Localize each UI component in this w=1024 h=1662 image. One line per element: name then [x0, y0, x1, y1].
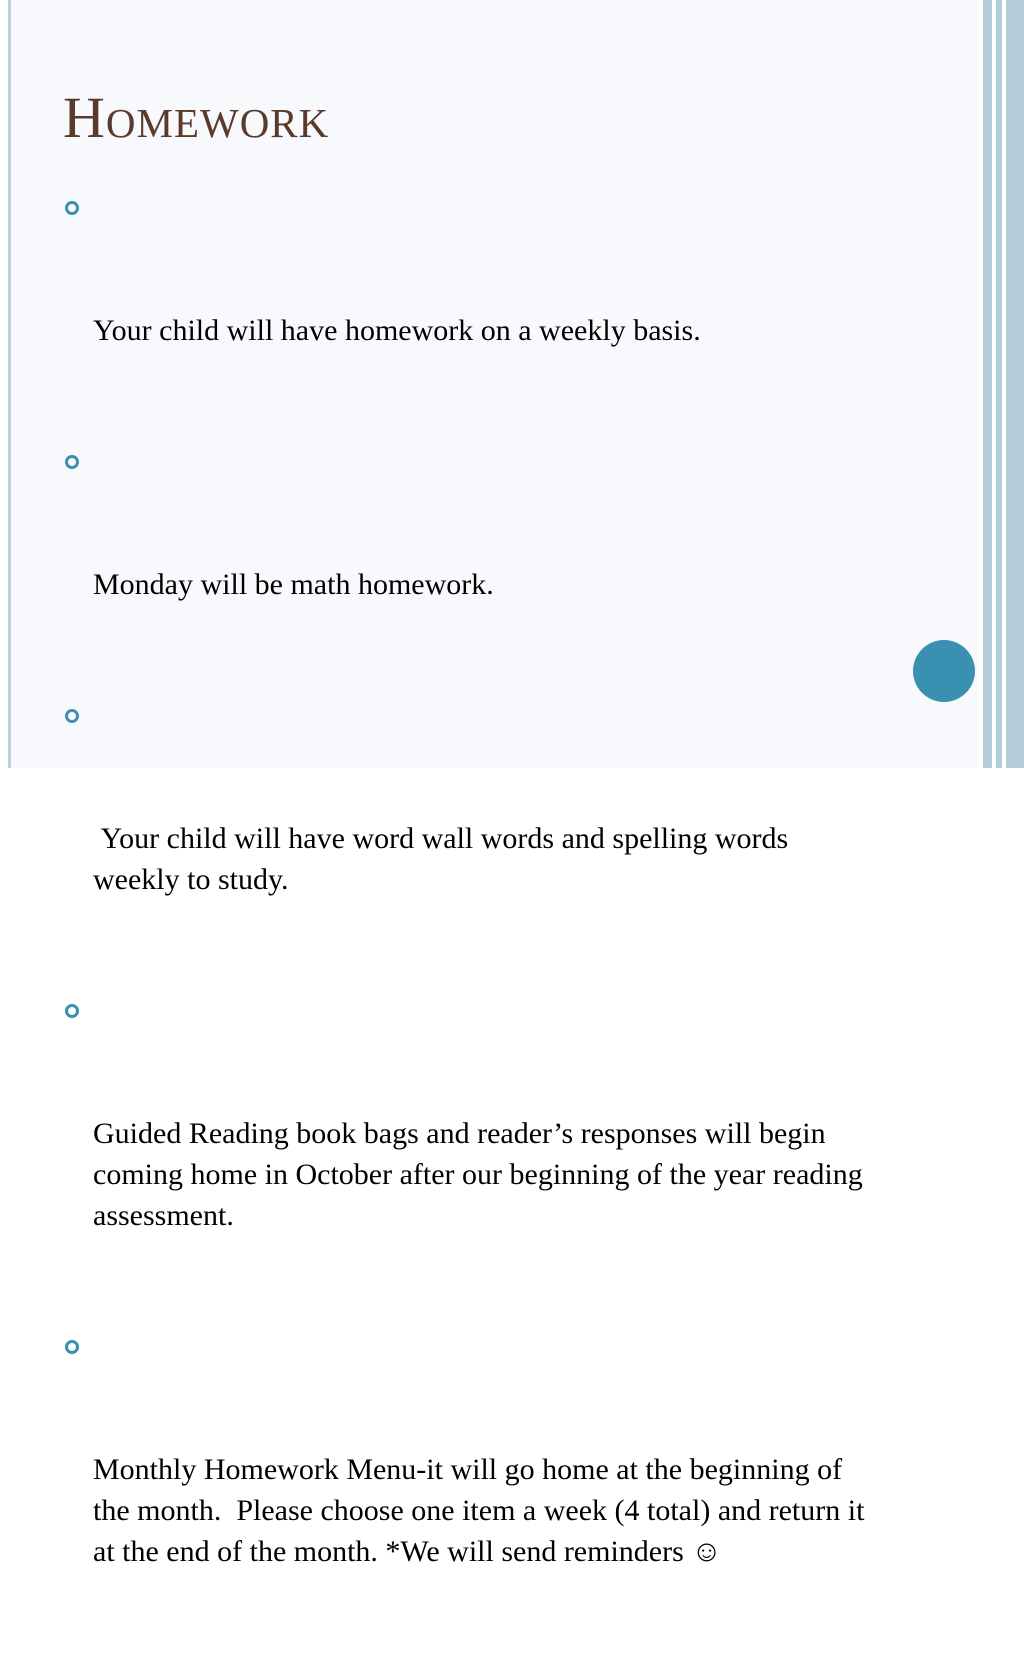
bullet-text: Your child will have word wall words and spelling words weekly to study.	[93, 822, 796, 896]
bullet-list	[62, 187, 882, 1662]
bullet-circle-icon	[65, 1340, 79, 1354]
bullet-item	[62, 990, 882, 1318]
bullet-item	[62, 441, 882, 687]
decorative-circle-icon	[913, 640, 975, 702]
bullet-item	[62, 695, 882, 982]
bullet-text: Guided Reading book bags and reader’s responses will begin coming home in October after our beginning of the year reading assessment.	[93, 1117, 871, 1232]
bullet-circle-icon	[65, 709, 79, 723]
right-stripe	[1006, 0, 1024, 768]
bullet-text: Monday will be math homework.	[93, 568, 494, 601]
bullet-text: Your child will have homework on a weekly basis.	[93, 314, 701, 347]
bullet-circle-icon	[65, 455, 79, 469]
bullet-circle-icon	[65, 1004, 79, 1018]
bullet-item	[62, 187, 882, 433]
slide-title: Homework	[63, 85, 330, 150]
bullet-item	[62, 1326, 882, 1654]
bullet-circle-icon	[65, 201, 79, 215]
bullet-text: Monthly Homework Menu-it will go home at the beginning of the month. Please choose one item a week (4 total) and return it at the end of the month. *We will send reminders ☺	[93, 1453, 872, 1568]
right-stripe	[983, 0, 992, 768]
